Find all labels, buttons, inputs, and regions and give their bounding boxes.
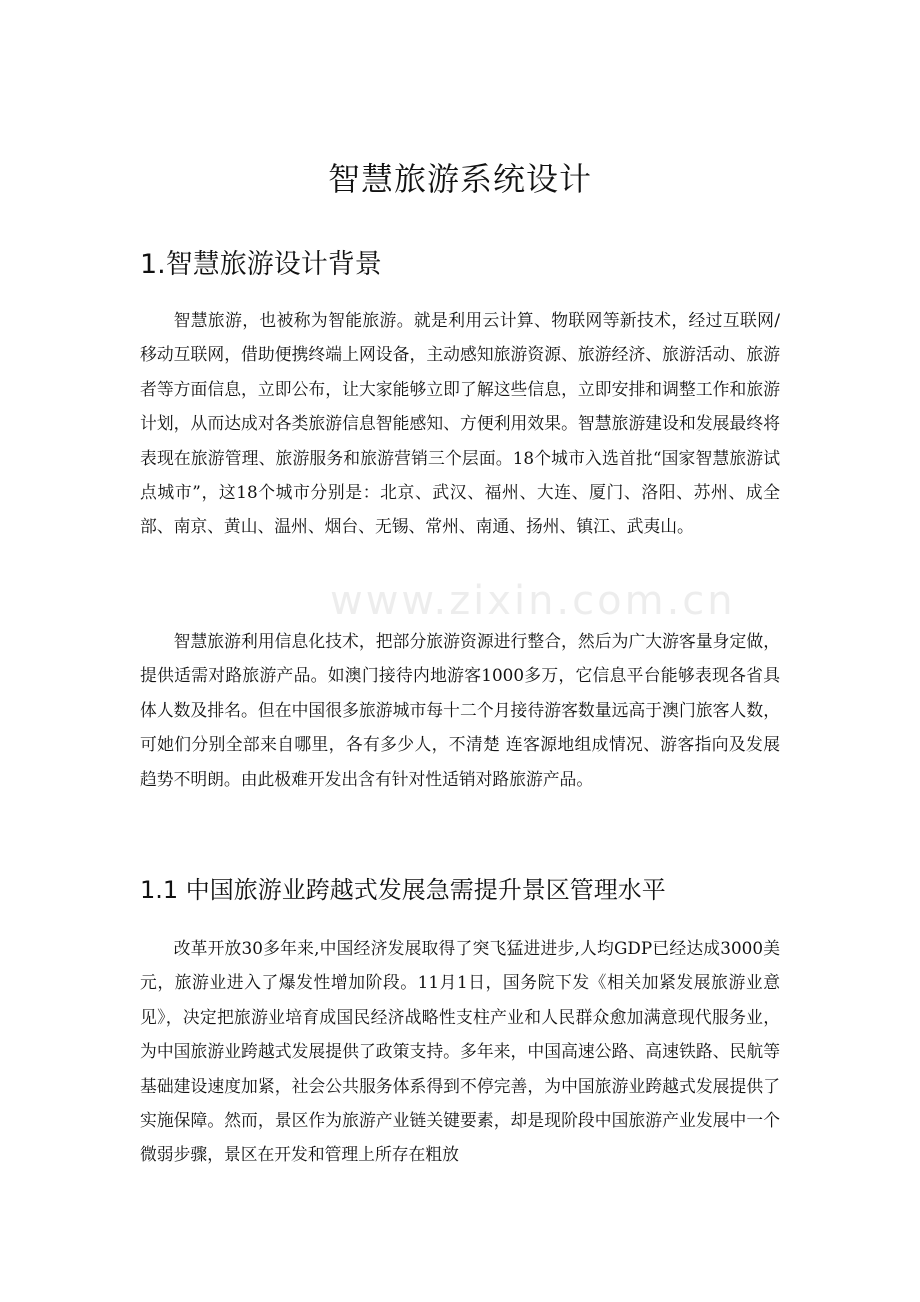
section-1-1-heading: 1.1 中国旅游业跨越式发展急需提升景区管理水平 <box>140 876 666 904</box>
section-1-1-paragraph-1: 改革开放30多年来,中国经济发展取得了突飞猛进进步,人均GDP已经达成3000美元，旅游业进入了爆发性增加阶段。11月1日，国务院下发《相关加紧发展旅游业意见》，决定把旅游业培育成国民经济战略性支柱产业和人民群众愈加满意现代服务业，为中国旅游业跨越式发展提供了政策支持。多年来，中国高速公路、高速铁路、民航等基础建设速度加紧，社会公共服务体系得到不停完善，为中国旅游业跨越式发展提供了实施保障。然而，景区作为旅游产业链关键要素，却是现阶段中国旅游产业发展中一个微弱步骤，景区在开发和管理上所存在粗放 <box>140 938 780 1165</box>
document-title: 智慧旅游系统设计 <box>327 160 592 198</box>
watermark: www.zixin.com.cn <box>330 578 736 624</box>
section-1-paragraph-2: 智慧旅游利用信息化技术，把部分旅游资源进行整合，然后为广大游客量身定做，提供适需对路旅游产品。如澳门接待内地游客1000多万，它信息平台能够表现各省具体人数及排名。但在中国很多旅游城市每十二个月接待游客数量远高于澳门旅客人数，可她们分别全部来自哪里，各有多少人，不清楚 连客源地组成情况、游客指向及发展趋势不明朗。由此极难开发出含有针对性适销对路旅游产品。 <box>140 631 780 789</box>
section-1-paragraph-1: 智慧旅游，也被称为智能旅游。就是利用云计算、物联网等新技术，经过互联网/移动互联网，借助便携终端上网设备，主动感知旅游资源、旅游经济、旅游活动、旅游者等方面信息，立即公布，让大家能够立即了解这些信息，立即安排和调整工作和旅游计划，从而达成对各类旅游信息智能感知、方便利用效果。智慧旅游建设和发展最终将表现在旅游管理、旅游服务和旅游营销三个层面。18个城市入选首批“国家智慧旅游试点城市”，这18个城市分别是：北京、武汉、福州、大连、厦门、洛阳、苏州、成全部、南京、黄山、温州、烟台、无锡、常州、南通、扬州、镇江、武夷山。 <box>140 310 780 537</box>
section-1-heading: 1.智慧旅游设计背景 <box>140 249 382 280</box>
